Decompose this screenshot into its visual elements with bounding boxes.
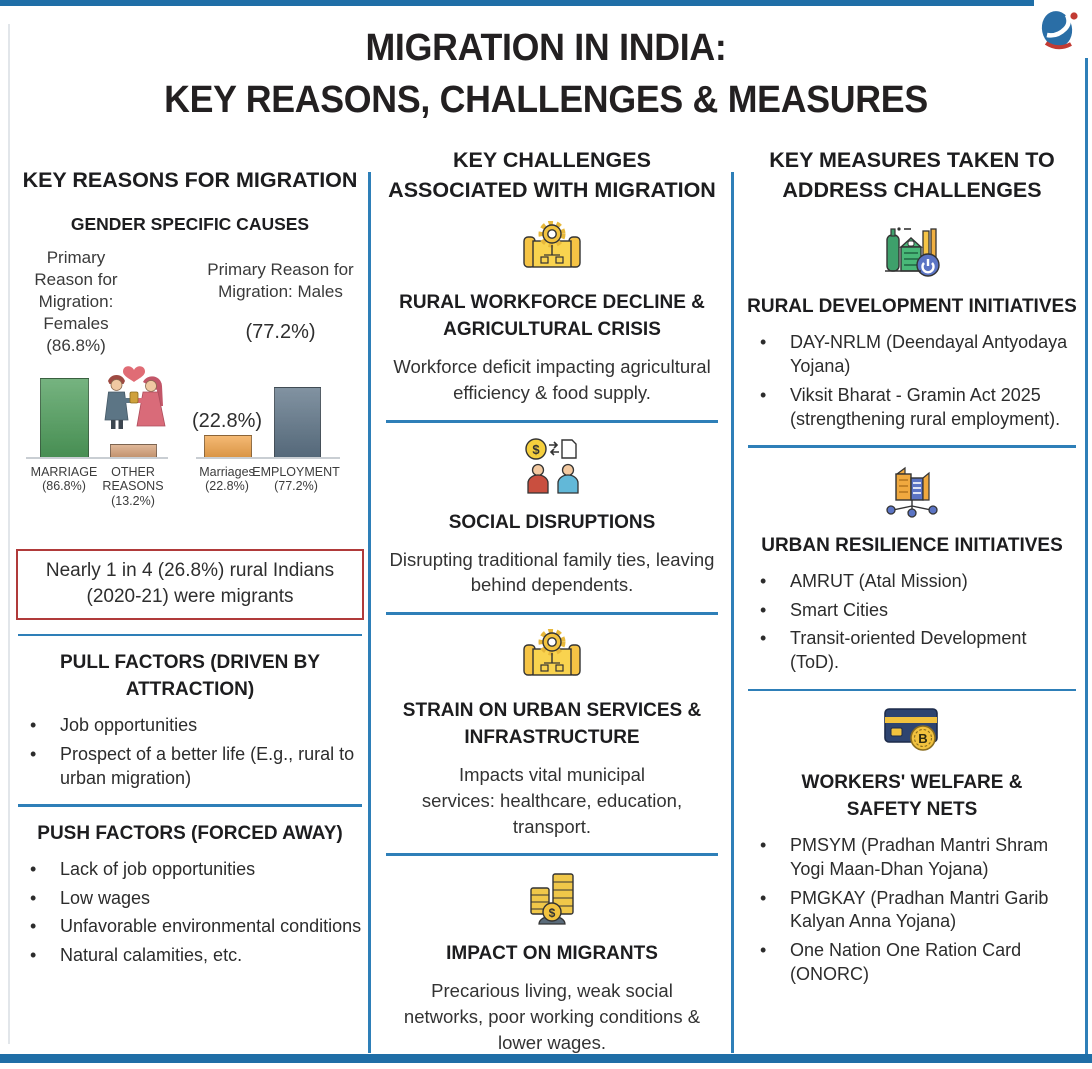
left-column-key-reasons	[16, 166, 364, 973]
right-column-key-measures	[746, 146, 1078, 992]
bar-marriages-males	[204, 435, 252, 458]
bar-label-employment: EMPLOYMENT (77.2%)	[252, 464, 340, 494]
list-item: • Prospect of a better life (E.g., rural to urban migration)	[16, 743, 364, 791]
right-edge-line	[1085, 58, 1088, 1054]
list-item: • Lack of job opportunities	[16, 858, 364, 882]
bar-label-other-reasons: OTHER REASONS (13.2%)	[102, 464, 164, 508]
pull-factors-list	[16, 714, 364, 790]
challenge-title-2: SOCIAL DISRUPTIONS	[448, 511, 656, 533]
migration-reason-bar-chart	[16, 363, 364, 541]
challenge-body-4: Precarious living, weak social networks, poor working conditions & lower wages.	[403, 979, 701, 1053]
chart-baseline-females	[26, 457, 168, 459]
left-edge-line	[8, 24, 10, 1044]
challenge-title-4: IMPACT ON MIGRANTS	[446, 942, 658, 964]
gender-causes-heading: GENDER SPECIFIC CAUSES	[70, 213, 310, 234]
measure-title-3: WORKERS' WELFARE & SAFETY NETS	[801, 772, 1023, 821]
challenge-body-2: Disrupting traditional family ties, leaving behind dependents.	[389, 548, 715, 596]
welfare-card-icon	[746, 705, 1078, 760]
chart-baseline-males	[196, 457, 340, 459]
list-item: • Job opportunities	[16, 714, 364, 738]
bar-marriage-females	[40, 378, 89, 458]
page-title-line2: KEY REASONS, CHALLENGES & MEASURES	[164, 79, 928, 122]
males-reason-label	[198, 259, 363, 345]
females-reason-label: Primary Reason for Migration: Females (86.8%)	[34, 247, 118, 355]
section-divider	[18, 634, 362, 637]
section-divider	[18, 804, 362, 807]
column-divider-right	[731, 172, 734, 1053]
migrant-stat-highlight-box: Nearly 1 in 4 (26.8%) rural Indians (2020-21) were migrants	[16, 549, 364, 620]
page-title-line1: MIGRATION IN INDIA:	[365, 27, 727, 69]
urban-resilience-list	[746, 570, 1078, 675]
list-item: • PMGKAY (Pradhan Mantri Garib Kalyan Anna Yojana)	[746, 887, 1078, 935]
list-item: • Viksit Bharat - Gramin Act 2025 (strengthening rural employment).	[746, 384, 1078, 432]
bar-other-reasons-females	[110, 444, 157, 458]
section-divider	[386, 612, 718, 615]
bar-label-marriages: Marriages (22.8%)	[199, 464, 255, 494]
section-divider	[748, 445, 1076, 448]
list-item: • Smart Cities	[746, 599, 1078, 623]
section-divider	[386, 420, 718, 423]
remittance-people-icon	[384, 437, 720, 500]
challenge-title-1: RURAL WORKFORCE DECLINE & AGRICULTURAL CRISIS	[399, 292, 705, 341]
list-item: • Low wages	[16, 887, 364, 911]
section-divider	[386, 853, 718, 856]
pull-factors-heading: PULL FACTORS (DRIVEN BY ATTRACTION)	[59, 652, 321, 701]
challenge-title-3: STRAIN ON URBAN SERVICES & INFRASTRUCTURE	[402, 699, 702, 748]
rural-buildings-icon	[746, 221, 1078, 284]
measure-title-2: URBAN RESILIENCE INITIATIVES	[761, 534, 1063, 556]
rural-development-list	[746, 331, 1078, 431]
wedding-couple-illustration-icon	[96, 361, 172, 446]
page-title	[0, 22, 1092, 127]
challenge-body-1: Workforce deficit impacting agricultural efficiency & food supply.	[393, 356, 711, 404]
list-item: • Natural calamities, etc.	[16, 944, 364, 968]
section-divider	[748, 689, 1076, 692]
bar-employment-males	[274, 387, 321, 458]
column-divider-left	[368, 172, 371, 1053]
middle-column-key-challenges	[384, 146, 720, 1069]
middle-column-heading: KEY CHALLENGES ASSOCIATED WITH MIGRATION	[388, 148, 716, 202]
list-item: • PMSYM (Pradhan Mantri Shram Yogi Maan-Dhan Yojana)	[746, 834, 1078, 882]
svg-text:B: B	[918, 731, 928, 747]
challenge-body-3: Impacts vital municipal services: healthcare, education, transport.	[421, 763, 683, 837]
workers-welfare-list	[746, 834, 1078, 987]
bar-chart-plot-area	[16, 363, 364, 459]
measure-title-1: RURAL DEVELOPMENT INITIATIVES	[747, 296, 1077, 318]
gender-labels-row	[16, 247, 364, 359]
bar-label-marriage: MARRIAGE (86.8%)	[30, 464, 98, 494]
list-item: • Transit-oriented Development (ToD).	[746, 627, 1078, 675]
marriages-males-value: (22.8%)	[191, 409, 263, 432]
list-item: • AMRUT (Atal Mission)	[746, 570, 1078, 594]
svg-text:$: $	[548, 905, 556, 920]
list-item: • DAY-NRLM (Deendayal Antyodaya Yojana)	[746, 331, 1078, 379]
list-item: • One Nation One Ration Card (ONORC)	[746, 939, 1078, 987]
top-accent-bar	[0, 0, 1034, 6]
left-column-heading: KEY REASONS FOR MIGRATION	[22, 168, 358, 192]
push-factors-list	[16, 858, 364, 968]
blueprint-gear-icon	[384, 221, 720, 280]
coin-stacks-icon	[384, 870, 720, 931]
blueprint-gear-icon	[384, 629, 720, 688]
push-factors-heading: PUSH FACTORS (FORCED AWAY)	[37, 822, 343, 844]
right-column-heading: KEY MEASURES TAKEN TO ADDRESS CHALLENGES	[769, 148, 1055, 202]
list-item: • Unfavorable environmental conditions	[16, 915, 364, 939]
urban-network-icon	[746, 462, 1078, 523]
svg-text:$: $	[532, 441, 540, 457]
males-employment-value: (77.2%)	[245, 320, 316, 343]
males-reason-text: Primary Reason for Migration: Males	[207, 259, 354, 301]
